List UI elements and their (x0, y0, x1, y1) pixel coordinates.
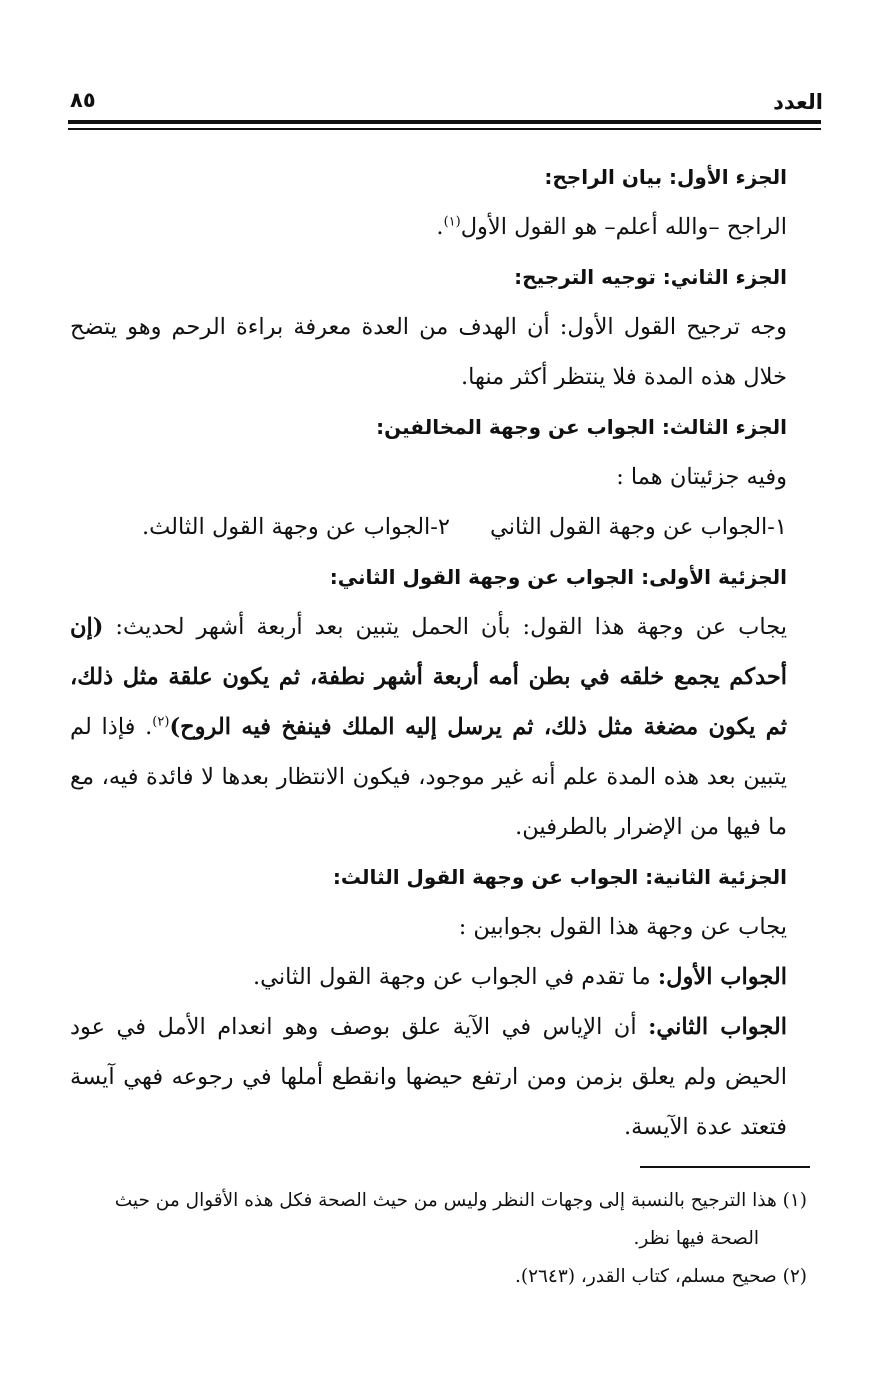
paragraph-justification: وجه ترجيح القول الأول: أن الهدف من العدة معرفة براءة الرحم وهو يتضح خلال هذه المدة فلا ينتظر أكثر منها. (70, 314, 787, 390)
subsection-heading-2: الجزئية الثانية: الجواب عن وجهة القول الثالث: (332, 865, 787, 889)
numbered-list (70, 502, 787, 552)
footnote-2: (٢) صحيح مسلم، كتاب القدر، (٢٦٤٣). (514, 1266, 807, 1287)
hadith-quote: (إن أحدكم يجمع خلقه في بطن أمه أربعة أشهر نطفة، ثم يكون علقة مثل ذلك، ثم يكون مضغة مثل ذلك، ثم يرسل إليه الملك فينفخ فيه الروح) (70, 614, 787, 740)
footnote-ref-1: (١) (443, 214, 461, 230)
paragraph-text: يجاب عن وجهة هذا القول: بأن الحمل يتبين بعد أربعة أشهر لحديث: (115, 614, 787, 640)
section-heading-3: الجزء الثالث: الجواب عن وجهة المخالفين: (376, 415, 787, 439)
footnote-1-continuation: الصحة فيها نظر. (633, 1228, 759, 1249)
footnotes (70, 1182, 807, 1296)
answer-text: أن الإياس في الآية علق بوصف وهو انعدام الأمل في عود الحيض ولم يعلق بزمن ومن ارتفع حيضها وانقطع أملها في رجوعه فهي آيسة فتعتد عدة الآيسة. (70, 1014, 787, 1140)
running-header-title: العدد (773, 90, 823, 114)
answer-text: ما تقدم في الجواب عن وجهة القول الثاني. (253, 964, 651, 990)
header-rule-thin (68, 128, 821, 130)
list-item: ٢-الجواب عن وجهة القول الثالث. (141, 514, 451, 540)
footnote-separator (640, 1166, 810, 1168)
answer-label: الجواب الثاني: (648, 1014, 787, 1040)
page-number: ٨٥ (70, 88, 96, 112)
paragraph-text: الراجح –والله أعلم– هو القول الأول (460, 214, 787, 240)
answer-label: الجواب الأول: (657, 964, 787, 990)
section-heading-1: الجزء الأول: بيان الراجح: (544, 165, 787, 189)
paragraph-preferred (70, 202, 787, 252)
answer-2 (70, 1002, 787, 1152)
footnote-1: (١) هذا الترجيح بالنسبة إلى وجهات النظر وليس من حيث الصحة فكل هذه الأقوال من حيث (114, 1190, 807, 1211)
paragraph-end: . (436, 214, 444, 240)
subsection-heading-1: الجزئية الأولى: الجواب عن وجهة القول الثاني: (329, 565, 787, 589)
answer-1 (70, 952, 787, 1002)
paragraph-answer-intro: يجاب عن وجهة هذا القول بجوابين : (458, 914, 787, 940)
paragraph-intro: وفيه جزئيتان هما : (616, 464, 787, 490)
body-text (70, 152, 787, 1152)
footnote-ref-2: (٢) (152, 714, 170, 730)
list-item: ١-الجواب عن وجهة القول الثاني (490, 514, 787, 540)
paragraph-answer-1 (70, 602, 787, 852)
header-rule-thick (68, 120, 821, 124)
section-heading-2: الجزء الثاني: توجيه الترجيح: (514, 265, 787, 289)
paragraph-text: . فإذا لم يتبين بعد هذه المدة علم أنه غير موجود، فيكون الانتظار بعدها لا فائدة فيه، مع ما فيها من الإضرار بالطرفين. (70, 714, 787, 840)
